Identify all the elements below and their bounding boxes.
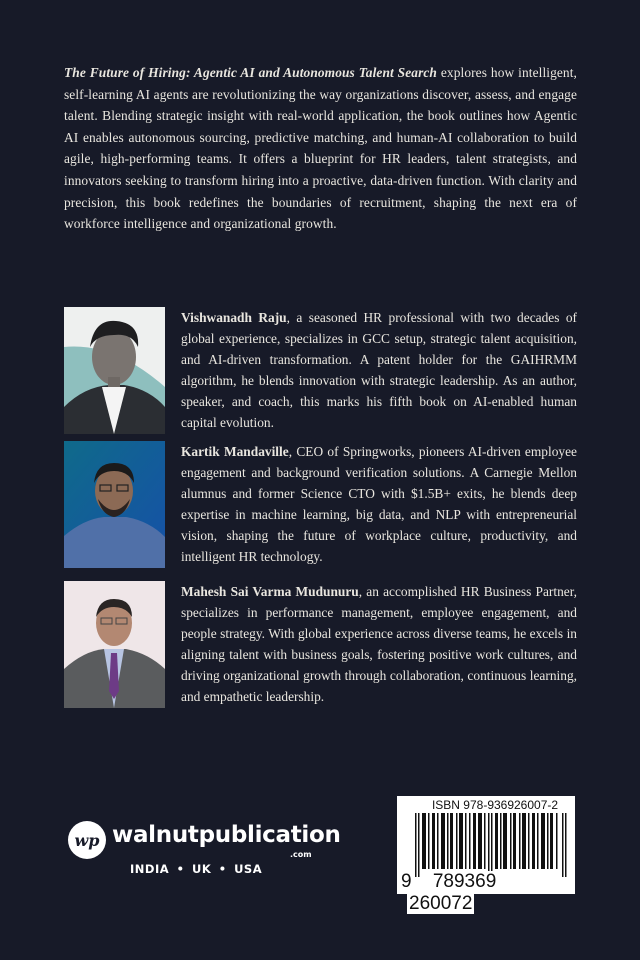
- blurb-text: explores how intelligent, self-learning AI agents are revolutionizing the way organizations discover, assess, and engage talent. Blending strategic insight with real-world application, the book outlines how Agentic AI enables autonomous sourcing, predictive matching, and human-AI collaboration to build agile, high-performing teams. It offers a blueprint for HR leaders, talent strategists, and innovators seeking to transform hiring into a proactive, data-driven function. With clarity and precision, this book redefines the boundaries of recruitment, shaping the next era of workforce intelligence and organizational growth.: [64, 65, 577, 232]
- publisher-name: walnutpublication: [112, 822, 341, 848]
- book-blurb: [64, 62, 577, 235]
- author-name: Vishwanadh Raju: [181, 310, 287, 325]
- publisher-domain: .com: [290, 850, 312, 859]
- author-photo: [64, 307, 165, 434]
- author-bio: [181, 441, 577, 567]
- author-photo: [64, 441, 165, 568]
- author-block-1: [64, 307, 577, 434]
- barcode-bars-icon: [415, 813, 568, 877]
- author-bio-text: , an accomplished HR Business Partner, specializes in performance management, employee engagement, and people strategy. With global experience across diverse teams, he excels in aligning talent with business goals, fostering positive work cultures, and driving organizational growth through collaboration, continuous learning, and empathetic leadership.: [181, 584, 577, 704]
- author-bio-text: , CEO of Springworks, pioneers AI-driven employee engagement and background verification solutions. A Carnegie Mellon alumnus and former Science CTO with $1.5B+ exits, he blends deep expertise in machine learning, big data, and NLP with entrepreneurial vision, shaping the future of workplace culture, productivity, and intelligent HR technology.: [181, 444, 577, 564]
- publisher-logo: [68, 818, 341, 888]
- barcode-digit-group-2: 260072: [409, 893, 473, 914]
- book-title: The Future of Hiring: Agentic AI and Autonomous Talent Search: [64, 65, 437, 80]
- barcode-digit-prefix: 9: [401, 871, 412, 892]
- author-name: Mahesh Sai Varma Mudunuru: [181, 584, 359, 599]
- isbn-label: ISBN 978-936926007-2: [431, 798, 559, 812]
- author-bio-text: , a seasoned HR professional with two decades of global experience, specializes in GCC setup, strategic talent acquisition, and AI-driven transformation. A patent holder for the GAIHRMM algorithm, he blends innovation with strategic leadership. As an author, speaker, and coach, this marks his fifth book on AI-enabled human capital evolution.: [181, 310, 577, 430]
- publisher-locations: INDIA • UK • USA: [130, 862, 263, 876]
- barcode-digits: [401, 871, 575, 915]
- barcode-digit-group-1: 789369: [432, 871, 497, 892]
- author-bio: [181, 307, 577, 433]
- author-name: Kartik Mandaville: [181, 444, 289, 459]
- author-block-2: [64, 441, 577, 568]
- author-photo: [64, 581, 165, 708]
- author-block-3: [64, 581, 577, 708]
- author-bio: [181, 581, 577, 707]
- isbn-barcode: [397, 796, 575, 914]
- walnut-logo-icon: wp: [68, 821, 106, 859]
